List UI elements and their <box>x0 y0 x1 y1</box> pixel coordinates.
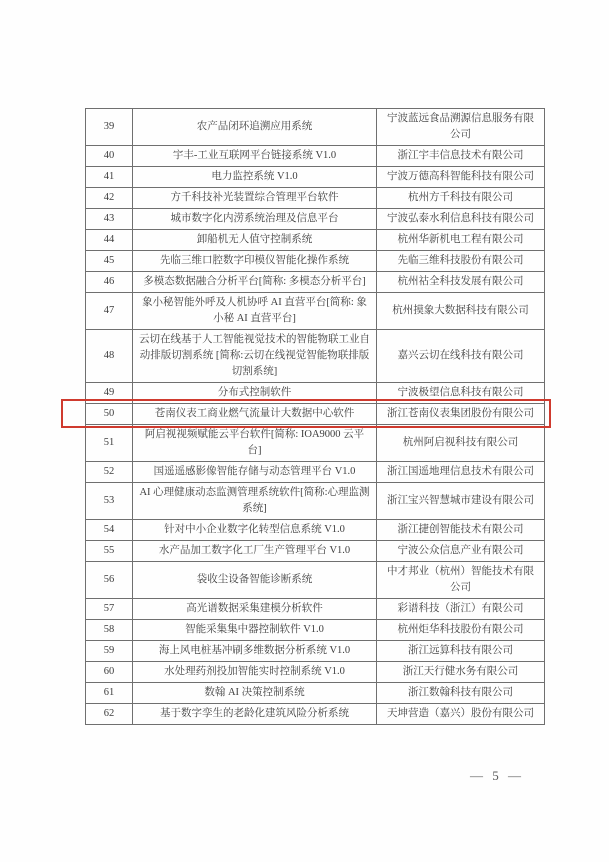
table-row <box>86 599 545 620</box>
row-number-cell: 44 <box>86 230 133 251</box>
page-number: — 5 — <box>470 768 524 783</box>
software-name-cell: 城市数字化内涝系统治理及信息平台 <box>133 209 377 230</box>
row-number-cell: 52 <box>86 462 133 483</box>
row-number-cell: 47 <box>86 293 133 330</box>
software-name-cell: 苍南仪表工商业燃气流量计大数据中心软件 <box>133 404 377 425</box>
company-name-cell: 浙江宝兴智慧城市建设有限公司 <box>377 483 545 520</box>
table-row <box>86 562 545 599</box>
software-table-wrap <box>85 108 541 725</box>
company-name-cell: 浙江数翰科技有限公司 <box>377 683 545 704</box>
software-name-cell: 数翰 AI 决策控制系统 <box>133 683 377 704</box>
software-name-cell: 农产品闭环追溯应用系统 <box>133 109 377 146</box>
table-row <box>86 230 545 251</box>
table-row <box>86 683 545 704</box>
row-number-cell: 57 <box>86 599 133 620</box>
row-number-cell: 53 <box>86 483 133 520</box>
row-number-cell: 54 <box>86 520 133 541</box>
table-row <box>86 462 545 483</box>
table-row <box>86 483 545 520</box>
table-row <box>86 541 545 562</box>
row-number-cell: 50 <box>86 404 133 425</box>
row-number-cell: 60 <box>86 662 133 683</box>
company-name-cell: 宁波弘泰水利信息科技有限公司 <box>377 209 545 230</box>
software-name-cell: 电力监控系统 V1.0 <box>133 167 377 188</box>
company-name-cell: 浙江捷创智能技术有限公司 <box>377 520 545 541</box>
software-name-cell: 针对中小企业数字化转型信息系统 V1.0 <box>133 520 377 541</box>
table-row <box>86 209 545 230</box>
row-number-cell: 46 <box>86 272 133 293</box>
software-name-cell: 海上风电桩基冲刷多维数据分析系统 V1.0 <box>133 641 377 662</box>
company-name-cell: 宁波极望信息科技有限公司 <box>377 383 545 404</box>
row-number-cell: 42 <box>86 188 133 209</box>
company-name-cell: 彩谱科技（浙江）有限公司 <box>377 599 545 620</box>
row-number-cell: 56 <box>86 562 133 599</box>
table-row <box>86 272 545 293</box>
row-number-cell: 61 <box>86 683 133 704</box>
table-row-highlighted <box>86 404 545 425</box>
company-name-cell: 杭州炬华科技股份有限公司 <box>377 620 545 641</box>
company-name-cell: 浙江苍南仪表集团股份有限公司 <box>377 404 545 425</box>
software-name-cell: 方千科技补光装置综合管理平台软件 <box>133 188 377 209</box>
company-name-cell: 浙江宇丰信息技术有限公司 <box>377 146 545 167</box>
company-name-cell: 杭州方千科技有限公司 <box>377 188 545 209</box>
row-number-cell: 39 <box>86 109 133 146</box>
company-name-cell: 宁波万德高科智能科技有限公司 <box>377 167 545 188</box>
company-name-cell: 浙江国遥地理信息技术有限公司 <box>377 462 545 483</box>
table-row <box>86 641 545 662</box>
company-name-cell: 先临三维科技股份有限公司 <box>377 251 545 272</box>
software-name-cell: 象小秘智能外呼及人机协呼 AI 直营平台[简称: 象小秘 AI 直营平台] <box>133 293 377 330</box>
software-name-cell: 国遥遥感影像智能存储与动态管理平台 V1.0 <box>133 462 377 483</box>
table-row <box>86 109 545 146</box>
software-table <box>85 108 545 725</box>
table-row <box>86 146 545 167</box>
software-name-cell: AI 心理健康动态监测管理系统软件[简称:心理监测系统] <box>133 483 377 520</box>
software-name-cell: 云切在线基于人工智能视觉技术的智能物联工业自动排版切割系统 [简称:云切在线视觉智能物联排版切割系统] <box>133 330 377 383</box>
row-number-cell: 45 <box>86 251 133 272</box>
company-name-cell: 宁波蓝远食品溯源信息服务有限公司 <box>377 109 545 146</box>
software-name-cell: 宇丰-工业互联网平台链接系统 V1.0 <box>133 146 377 167</box>
row-number-cell: 40 <box>86 146 133 167</box>
software-name-cell: 卸船机无人值守控制系统 <box>133 230 377 251</box>
company-name-cell: 杭州阿启视科技有限公司 <box>377 425 545 462</box>
table-row <box>86 167 545 188</box>
software-name-cell: 水处理药剂投加智能实时控制系统 V1.0 <box>133 662 377 683</box>
company-name-cell: 浙江远算科技有限公司 <box>377 641 545 662</box>
table-row <box>86 620 545 641</box>
company-name-cell: 杭州华新机电工程有限公司 <box>377 230 545 251</box>
row-number-cell: 49 <box>86 383 133 404</box>
software-name-cell: 智能采集集中器控制软件 V1.0 <box>133 620 377 641</box>
row-number-cell: 48 <box>86 330 133 383</box>
row-number-cell: 59 <box>86 641 133 662</box>
software-name-cell: 高光谱数据采集建模分析软件 <box>133 599 377 620</box>
software-name-cell: 多模态数据融合分析平台[简称: 多模态分析平台] <box>133 272 377 293</box>
software-name-cell: 基于数字孪生的老龄化建筑风险分析系统 <box>133 704 377 725</box>
row-number-cell: 41 <box>86 167 133 188</box>
company-name-cell: 天坤营造（嘉兴）股份有限公司 <box>377 704 545 725</box>
company-name-cell: 杭州祜全科技发展有限公司 <box>377 272 545 293</box>
company-name-cell: 中才邦业（杭州）智能技术有限公司 <box>377 562 545 599</box>
table-row <box>86 383 545 404</box>
row-number-cell: 62 <box>86 704 133 725</box>
company-name-cell: 嘉兴云切在线科技有限公司 <box>377 330 545 383</box>
software-name-cell: 先临三维口腔数字印模仪智能化操作系统 <box>133 251 377 272</box>
software-name-cell: 分布式控制软件 <box>133 383 377 404</box>
software-name-cell: 袋收尘设备智能诊断系统 <box>133 562 377 599</box>
company-name-cell: 浙江天行健水务有限公司 <box>377 662 545 683</box>
software-name-cell: 阿启视视频赋能云平台软件[简称: IOA9000 云平台] <box>133 425 377 462</box>
row-number-cell: 51 <box>86 425 133 462</box>
table-row <box>86 520 545 541</box>
table-row <box>86 662 545 683</box>
software-name-cell: 水产品加工数字化工厂生产管理平台 V1.0 <box>133 541 377 562</box>
company-name-cell: 杭州摸象大数据科技有限公司 <box>377 293 545 330</box>
table-row <box>86 251 545 272</box>
company-name-cell: 宁波公众信息产业有限公司 <box>377 541 545 562</box>
table-row <box>86 704 545 725</box>
row-number-cell: 58 <box>86 620 133 641</box>
row-number-cell: 55 <box>86 541 133 562</box>
table-row <box>86 330 545 383</box>
table-row <box>86 293 545 330</box>
row-number-cell: 43 <box>86 209 133 230</box>
table-row <box>86 188 545 209</box>
table-row <box>86 425 545 462</box>
